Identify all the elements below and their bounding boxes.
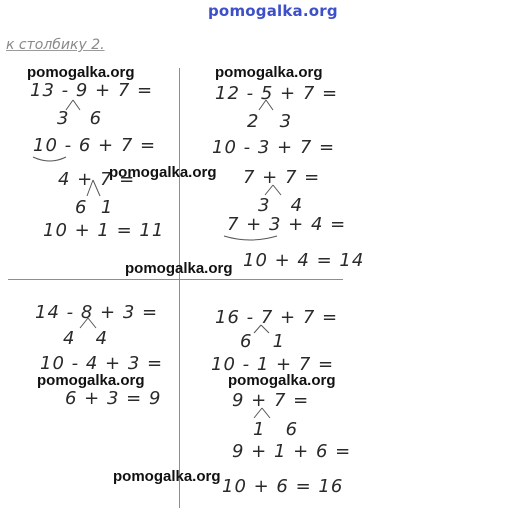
watermark: pomogalka.org bbox=[27, 64, 135, 81]
problem-2-line-2: 2 3 bbox=[247, 111, 293, 132]
watermark: pomogalka.org bbox=[37, 372, 145, 389]
problem-2-line-3: 10 - 3 + 7 = bbox=[212, 137, 336, 158]
problem-2-line-7: 10 + 4 = 14 bbox=[243, 250, 365, 271]
bracket-underline bbox=[33, 157, 66, 161]
problem-1-line-1: 13 - 9 + 7 = bbox=[30, 80, 154, 101]
problem-4-line-7: 10 + 6 = 16 bbox=[222, 476, 344, 497]
watermark: pomogalka.org bbox=[113, 468, 221, 485]
horizontal-divider bbox=[8, 279, 343, 280]
problem-3-line-2: 4 4 bbox=[63, 328, 109, 349]
problem-2-line-6: 7 + 3 + 4 = bbox=[227, 214, 347, 235]
problem-2-line-5: 3 4 bbox=[258, 195, 304, 216]
problem-3-line-4: 6 + 3 = 9 bbox=[65, 388, 162, 409]
problem-2-line-4: 7 + 7 = bbox=[243, 167, 321, 188]
problem-1-line-2: 3 6 bbox=[57, 108, 103, 129]
problem-1-line-4: 4 + 7 = bbox=[58, 169, 136, 190]
problem-3-line-1: 14 - 8 + 3 = bbox=[35, 302, 159, 323]
bracket-underline bbox=[224, 236, 277, 240]
watermark: pomogalka.org bbox=[228, 372, 336, 389]
watermark: pomogalka.org bbox=[125, 260, 233, 277]
watermark: pomogalka.org bbox=[215, 64, 323, 81]
problem-4-line-1: 16 - 7 + 7 = bbox=[215, 307, 339, 328]
problem-4-line-6: 9 + 1 + 6 = bbox=[232, 441, 352, 462]
watermark: pomogalka.org bbox=[109, 164, 217, 181]
site-header[interactable]: pomogalka.org bbox=[208, 2, 338, 20]
problem-4-line-2: 6 1 bbox=[240, 331, 286, 352]
problem-1-line-6: 10 + 1 = 11 bbox=[43, 220, 165, 241]
exercise-caption: к столбику 2. bbox=[6, 37, 105, 53]
problem-4-line-3: 10 - 1 + 7 = bbox=[211, 354, 335, 375]
vertical-divider bbox=[179, 68, 180, 508]
problem-3-line-3: 10 - 4 + 3 = bbox=[40, 353, 164, 374]
problem-1-line-3: 10 - 6 + 7 = bbox=[33, 135, 157, 156]
problem-4-line-4: 9 + 7 = bbox=[232, 390, 310, 411]
problem-2-line-1: 12 - 5 + 7 = bbox=[215, 83, 339, 104]
problem-1-line-5: 6 1 bbox=[75, 197, 114, 218]
problem-4-line-5: 1 6 bbox=[253, 419, 299, 440]
